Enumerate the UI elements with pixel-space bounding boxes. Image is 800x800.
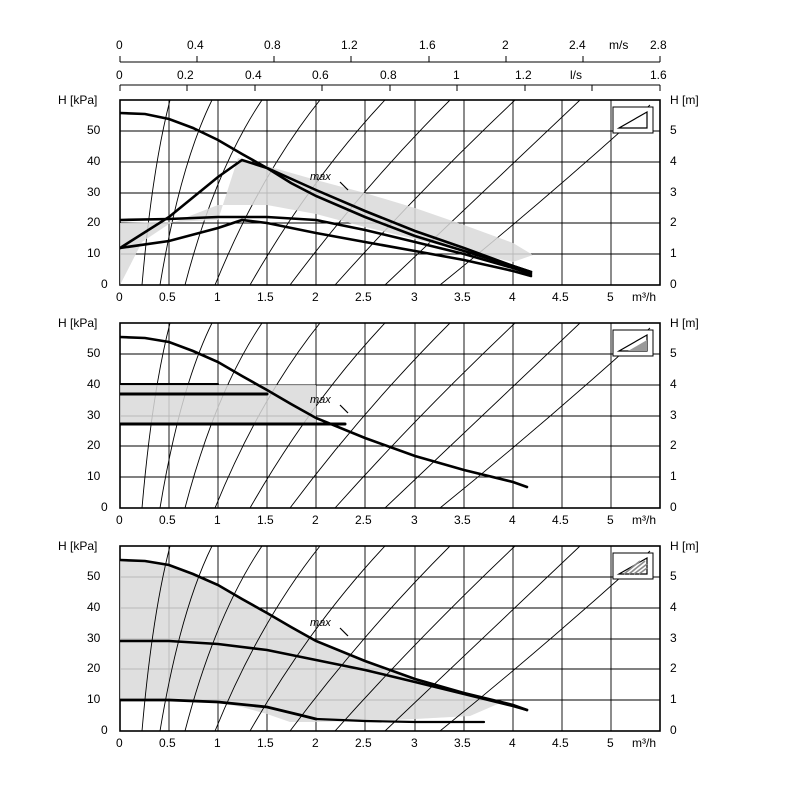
panel-3-xtick-9: 4.5 bbox=[552, 736, 569, 750]
panel-1-ytick-right-3: 3 bbox=[670, 185, 677, 199]
panel-1-xtick-6: 3 bbox=[411, 290, 418, 304]
panel-2-ytick-3: 30 bbox=[87, 408, 101, 422]
panel-1-xtick-4: 2 bbox=[312, 290, 319, 304]
panel-2-xtick-10: 5 bbox=[607, 513, 614, 527]
panel-2-ytick-right-3: 3 bbox=[670, 408, 677, 422]
velocity-tick-5: 2 bbox=[502, 38, 509, 52]
panel-1-ytick-right-0: 0 bbox=[670, 277, 677, 291]
panel-1-ytick-right-2: 2 bbox=[670, 215, 677, 229]
flow-ls-tick-1: 0.2 bbox=[177, 68, 194, 82]
panel-1-xtick-0: 0 bbox=[116, 290, 123, 304]
panel-1-xtick-5: 2.5 bbox=[355, 290, 372, 304]
velocity-tick-3: 1.2 bbox=[341, 38, 358, 52]
panel-3-ytick-right-4: 4 bbox=[670, 600, 677, 614]
panel-2-ylabel: H [kPa] bbox=[58, 316, 98, 330]
panel-2-xtick-6: 3 bbox=[411, 513, 418, 527]
legend-icon-2 bbox=[613, 330, 653, 356]
panel-1-ytick-right-1: 1 bbox=[670, 246, 677, 260]
panel-3-ytick-right-2: 2 bbox=[670, 661, 677, 675]
panel-1-xlabel: m³/h bbox=[632, 290, 656, 304]
panel-1-ytick-0: 0 bbox=[101, 277, 108, 291]
velocity-tick-7: 2.8 bbox=[650, 38, 667, 52]
panel-2-ytick-right-5: 5 bbox=[670, 346, 677, 360]
panel-2-xtick-9: 4.5 bbox=[552, 513, 569, 527]
panel-3-ytick-1: 10 bbox=[87, 692, 101, 706]
panel-1-xtick-8: 4 bbox=[509, 290, 516, 304]
panel-1-ytick-4: 40 bbox=[87, 154, 101, 168]
panel-2-max-annotation: max bbox=[310, 394, 331, 406]
panel-3-ytick-3: 30 bbox=[87, 631, 101, 645]
chart-panel-2 bbox=[120, 323, 660, 508]
legend-icon-1 bbox=[613, 107, 653, 133]
legend-icon-3 bbox=[613, 553, 653, 579]
panel-1-max-annotation: max bbox=[310, 171, 331, 183]
panel-2-xtick-2: 1 bbox=[214, 513, 221, 527]
panel-3-ytick-5: 50 bbox=[87, 569, 101, 583]
velocity-tick-4: 1.6 bbox=[419, 38, 436, 52]
panel-1-ytick-right-4: 4 bbox=[670, 154, 677, 168]
flow-ls-tick-3: 0.6 bbox=[312, 68, 329, 82]
panel-3-xtick-10: 5 bbox=[607, 736, 614, 750]
panel-2-xtick-4: 2 bbox=[312, 513, 319, 527]
panel-3-ytick-right-5: 5 bbox=[670, 569, 677, 583]
panel-1-ytick-3: 30 bbox=[87, 185, 101, 199]
panel-2-ytick-4: 40 bbox=[87, 377, 101, 391]
panel-2-ytick-2: 20 bbox=[87, 438, 101, 452]
panel-2-xtick-8: 4 bbox=[509, 513, 516, 527]
chart-panel-3 bbox=[120, 546, 660, 731]
panel-2-xtick-0: 0 bbox=[116, 513, 123, 527]
panel-3-xtick-7: 3.5 bbox=[454, 736, 471, 750]
panel-3-ytick-right-0: 0 bbox=[670, 723, 677, 737]
panel-3-ylabel-right: H [m] bbox=[670, 539, 699, 553]
panel-2-xtick-3: 1.5 bbox=[257, 513, 274, 527]
panel-3-xtick-0: 0 bbox=[116, 736, 123, 750]
panel-2-xtick-5: 2.5 bbox=[355, 513, 372, 527]
panel-2-ytick-right-0: 0 bbox=[670, 500, 677, 514]
velocity-tick-2: 0.8 bbox=[264, 38, 281, 52]
panel-3-xtick-2: 1 bbox=[214, 736, 221, 750]
flow-ls-tick-6: 1.2 bbox=[515, 68, 532, 82]
panel-3-xtick-6: 3 bbox=[411, 736, 418, 750]
panel-3-ytick-4: 40 bbox=[87, 600, 101, 614]
panel-1-ytick-2: 20 bbox=[87, 215, 101, 229]
panel-1-ytick-1: 10 bbox=[87, 246, 101, 260]
panel-3-ytick-2: 20 bbox=[87, 661, 101, 675]
flow-ls-tick-5: 1 bbox=[453, 68, 460, 82]
panel-1-xtick-3: 1.5 bbox=[257, 290, 274, 304]
panel-1-ytick-5: 50 bbox=[87, 123, 101, 137]
panel-1-ylabel-right: H [m] bbox=[670, 93, 699, 107]
panel-1-xtick-7: 3.5 bbox=[454, 290, 471, 304]
velocity-axis-label: m/s bbox=[609, 38, 629, 52]
panel-1-ytick-right-5: 5 bbox=[670, 123, 677, 137]
panel-3-xtick-5: 2.5 bbox=[355, 736, 372, 750]
panel-3-xtick-8: 4 bbox=[509, 736, 516, 750]
panel-3-xtick-4: 2 bbox=[312, 736, 319, 750]
panel-2-ytick-right-2: 2 bbox=[670, 438, 677, 452]
panel-2-ytick-0: 0 bbox=[101, 500, 108, 514]
panel-1-xtick-1: 0.5 bbox=[159, 290, 176, 304]
panel-2-xlabel: m³/h bbox=[632, 513, 656, 527]
chart-panel-1 bbox=[120, 100, 660, 285]
panel-2-ytick-right-4: 4 bbox=[670, 377, 677, 391]
panel-1-xtick-2: 1 bbox=[214, 290, 221, 304]
flow-ls-tick-0: 0 bbox=[116, 68, 123, 82]
panel-2-xtick-7: 3.5 bbox=[454, 513, 471, 527]
panel-1-xtick-9: 4.5 bbox=[552, 290, 569, 304]
panel-2-ytick-1: 10 bbox=[87, 469, 101, 483]
velocity-tick-0: 0 bbox=[116, 38, 123, 52]
flow-ls-tick-8: 1.6 bbox=[650, 68, 667, 82]
velocity-tick-1: 0.4 bbox=[187, 38, 204, 52]
panel-3-ylabel: H [kPa] bbox=[58, 539, 98, 553]
panel-3-ytick-right-3: 3 bbox=[670, 631, 677, 645]
panel-2-ylabel-right: H [m] bbox=[670, 316, 699, 330]
panel-3-ytick-0: 0 bbox=[101, 723, 108, 737]
panel-3-max-annotation: max bbox=[310, 617, 331, 629]
panel-1-ylabel: H [kPa] bbox=[58, 93, 98, 107]
panel-2-ytick-5: 50 bbox=[87, 346, 101, 360]
panel-2-xtick-1: 0.5 bbox=[159, 513, 176, 527]
flow-ls-tick-2: 0.4 bbox=[245, 68, 262, 82]
panel-3-xlabel: m³/h bbox=[632, 736, 656, 750]
panel-1-xtick-10: 5 bbox=[607, 290, 614, 304]
flow-ls-axis-label: l/s bbox=[570, 68, 582, 82]
panel-3-xtick-1: 0.5 bbox=[159, 736, 176, 750]
panel-3-ytick-right-1: 1 bbox=[670, 692, 677, 706]
flow-ls-tick-4: 0.8 bbox=[380, 68, 397, 82]
panel-2-ytick-right-1: 1 bbox=[670, 469, 677, 483]
velocity-tick-6: 2.4 bbox=[569, 38, 586, 52]
panel-3-xtick-3: 1.5 bbox=[257, 736, 274, 750]
